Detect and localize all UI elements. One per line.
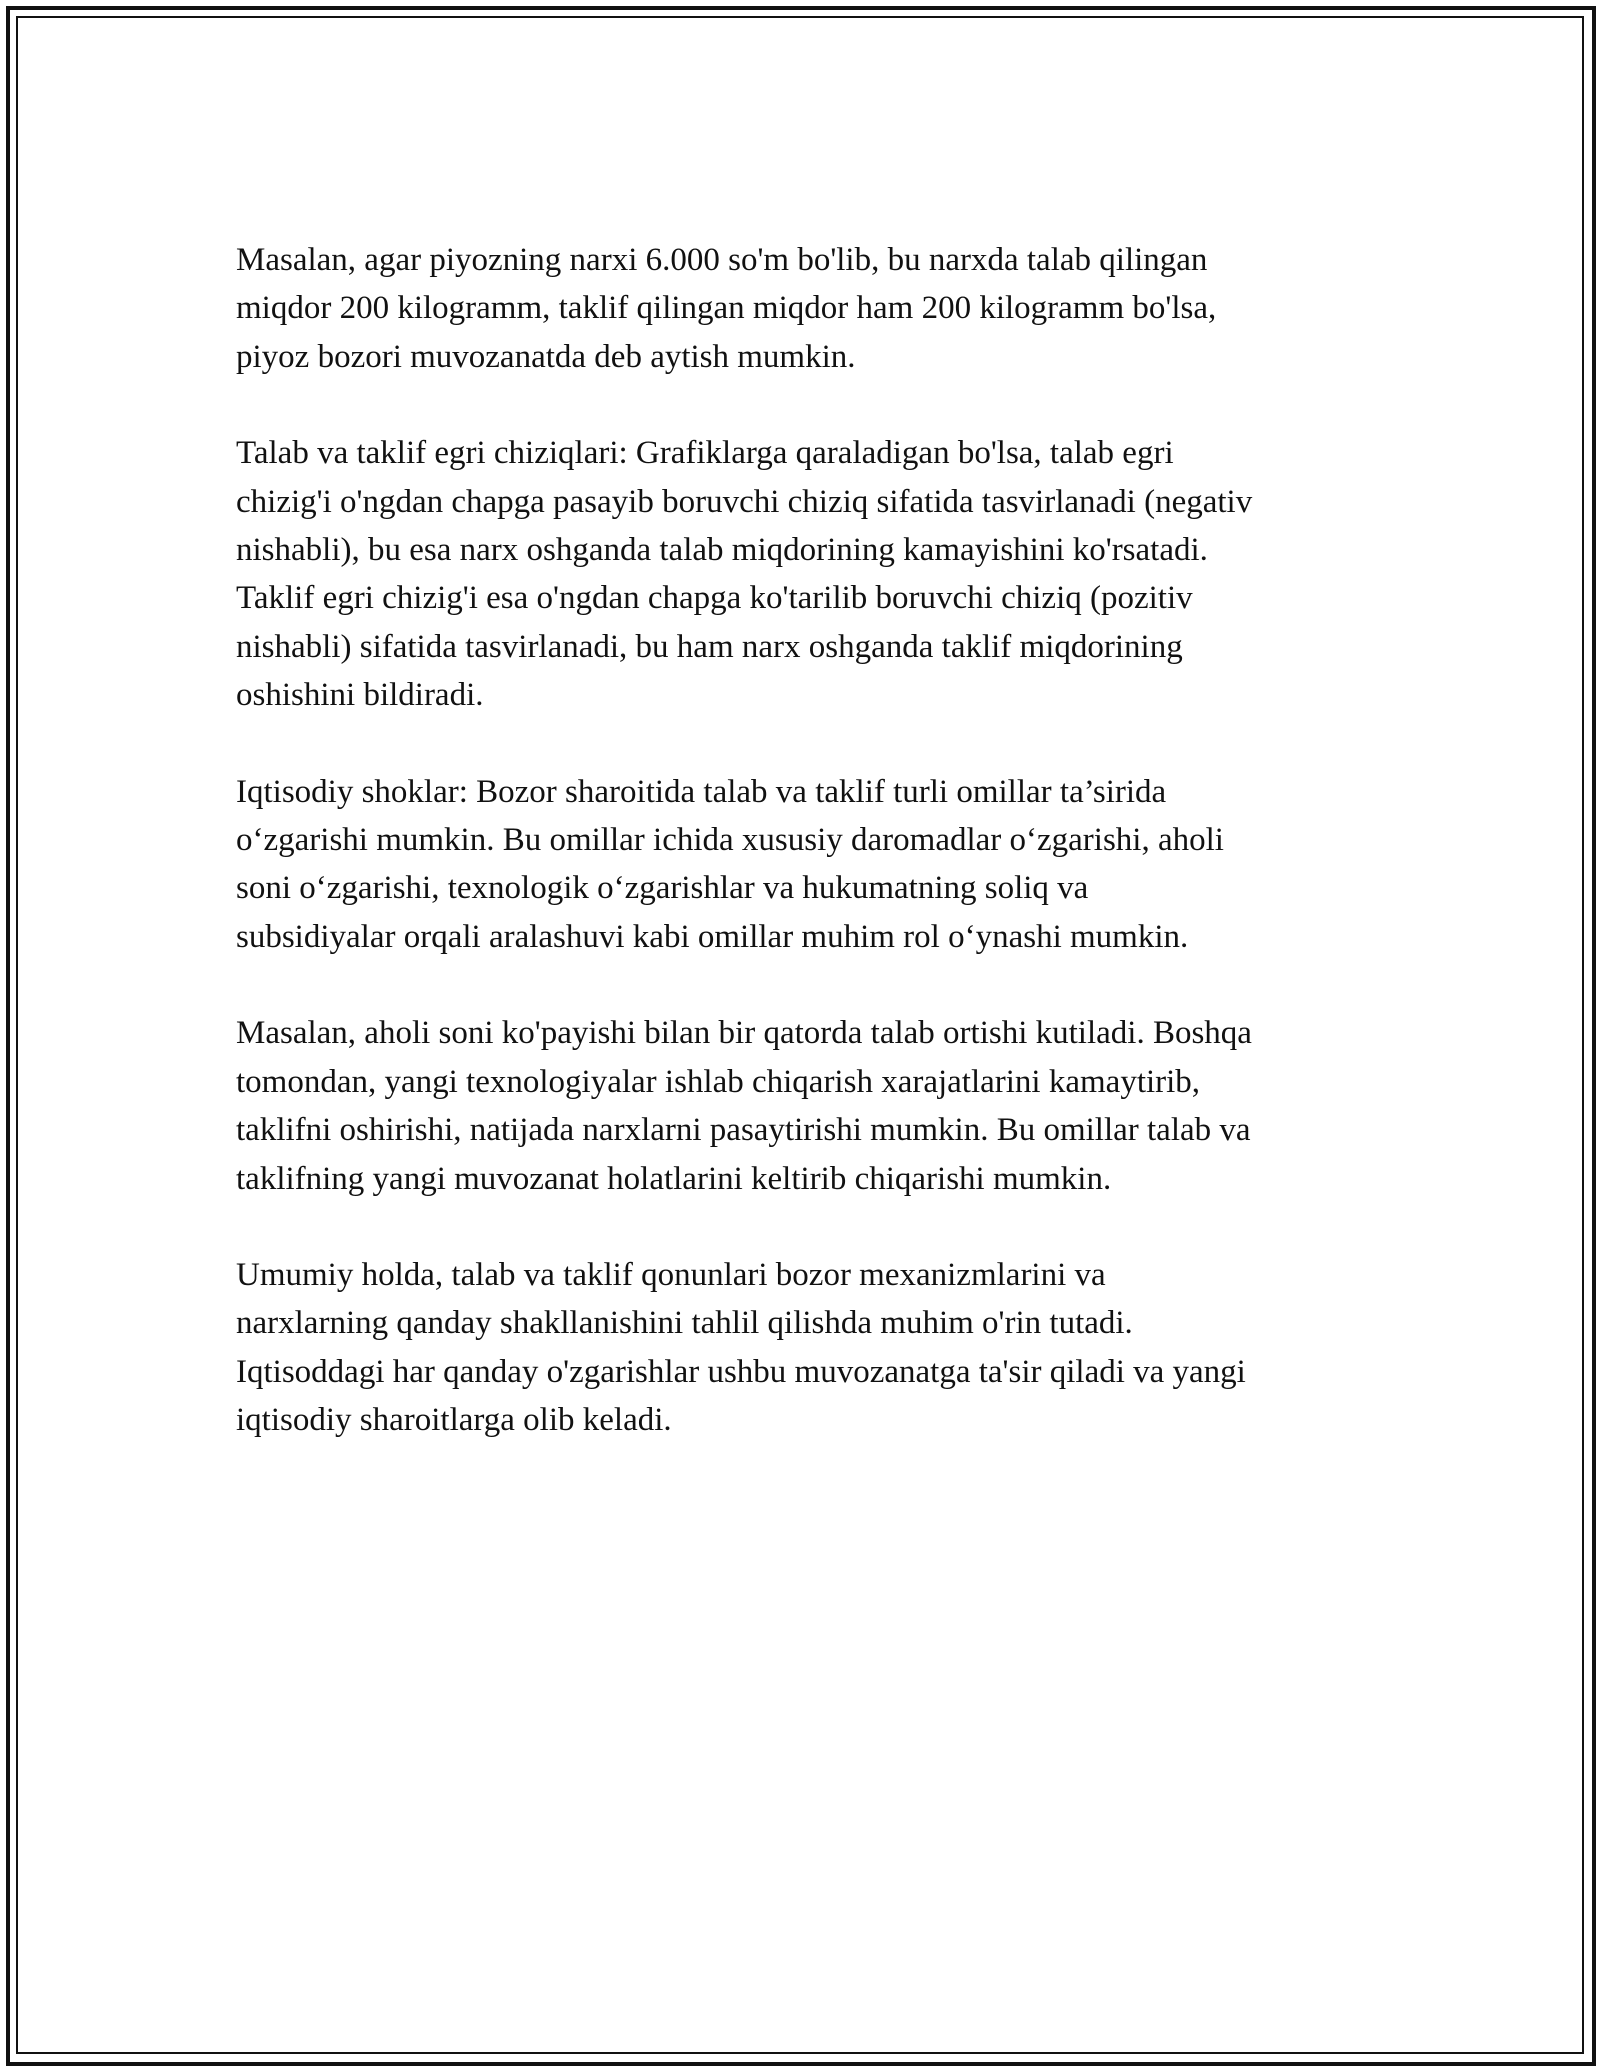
paragraph-population-technology-example: Masalan, aholi soni ko'payishi bilan bir qatorda talab ortishi kutiladi. Boshqa tomondan, yangi texnologiyalar ishlab chiqarish xarajatlarini kamaytirib, taklifni oshirishi, natijada narxlarni pasaytirishi mumkin. Bu omillar talab va taklifning yangi muvozanat holatlarini keltirib chiqarishi mumkin.: [236, 1015, 1252, 1197]
paragraph-conclusion: Umumiy holda, talab va taklif qonunlari bozor mexanizmlarini va narxlarning qanday shakllanishini tahlil qilishda muhim o'rin tutadi. Iqtisoddagi har qanday o'zgarishlar ushbu muvozanatga ta'sir qiladi va yangi iqtisodiy sharoitlarga olib keladi.: [236, 1256, 1246, 1439]
paragraph-market-equilibrium-example: Masalan, agar piyozning narxi 6.000 so'm bo'lib, bu narxda talab qilingan miqdor 200 kilogramm, taklif qilingan miqdor ham 200 kilogramm bo'lsa, piyoz bozori muvozanatda deb aytish mumkin.: [236, 242, 1217, 375]
paragraph-economic-shocks: Iqtisodiy shoklar: Bozor sharoitida talab va taklif turli omillar ta’sirida o‘zgarishi mumkin. Bu omillar ichida xususiy daromadlar o‘zgarishi, aholi soni o‘zgarishi, texnologik o‘zgarishlar va hukumatning soliq va subsidiyalar orqali aralashuvi kabi omillar muhim rol o‘ynashi mumkin.: [236, 773, 1224, 955]
paragraph-demand-supply-curves: Talab va taklif egri chiziqlari: Grafiklarga qaraladigan bo'lsa, talab egri chizig'i o'ngdan chapga pasayib boruvchi chiziq sifatida tasvirlanadi (negativ nishabli), bu esa narx oshganda talab miqdorining kamayishini ko'rsatadi. Taklif egri chizig'i esa o'ngdan chapga ko'tarilib boruvchi chiziq (pozitiv nishabli) sifatida tasvirlanadi, bu ham narx oshganda taklif miqdorining oshishini bildiradi.: [236, 435, 1253, 714]
document-body: [236, 236, 1376, 1493]
